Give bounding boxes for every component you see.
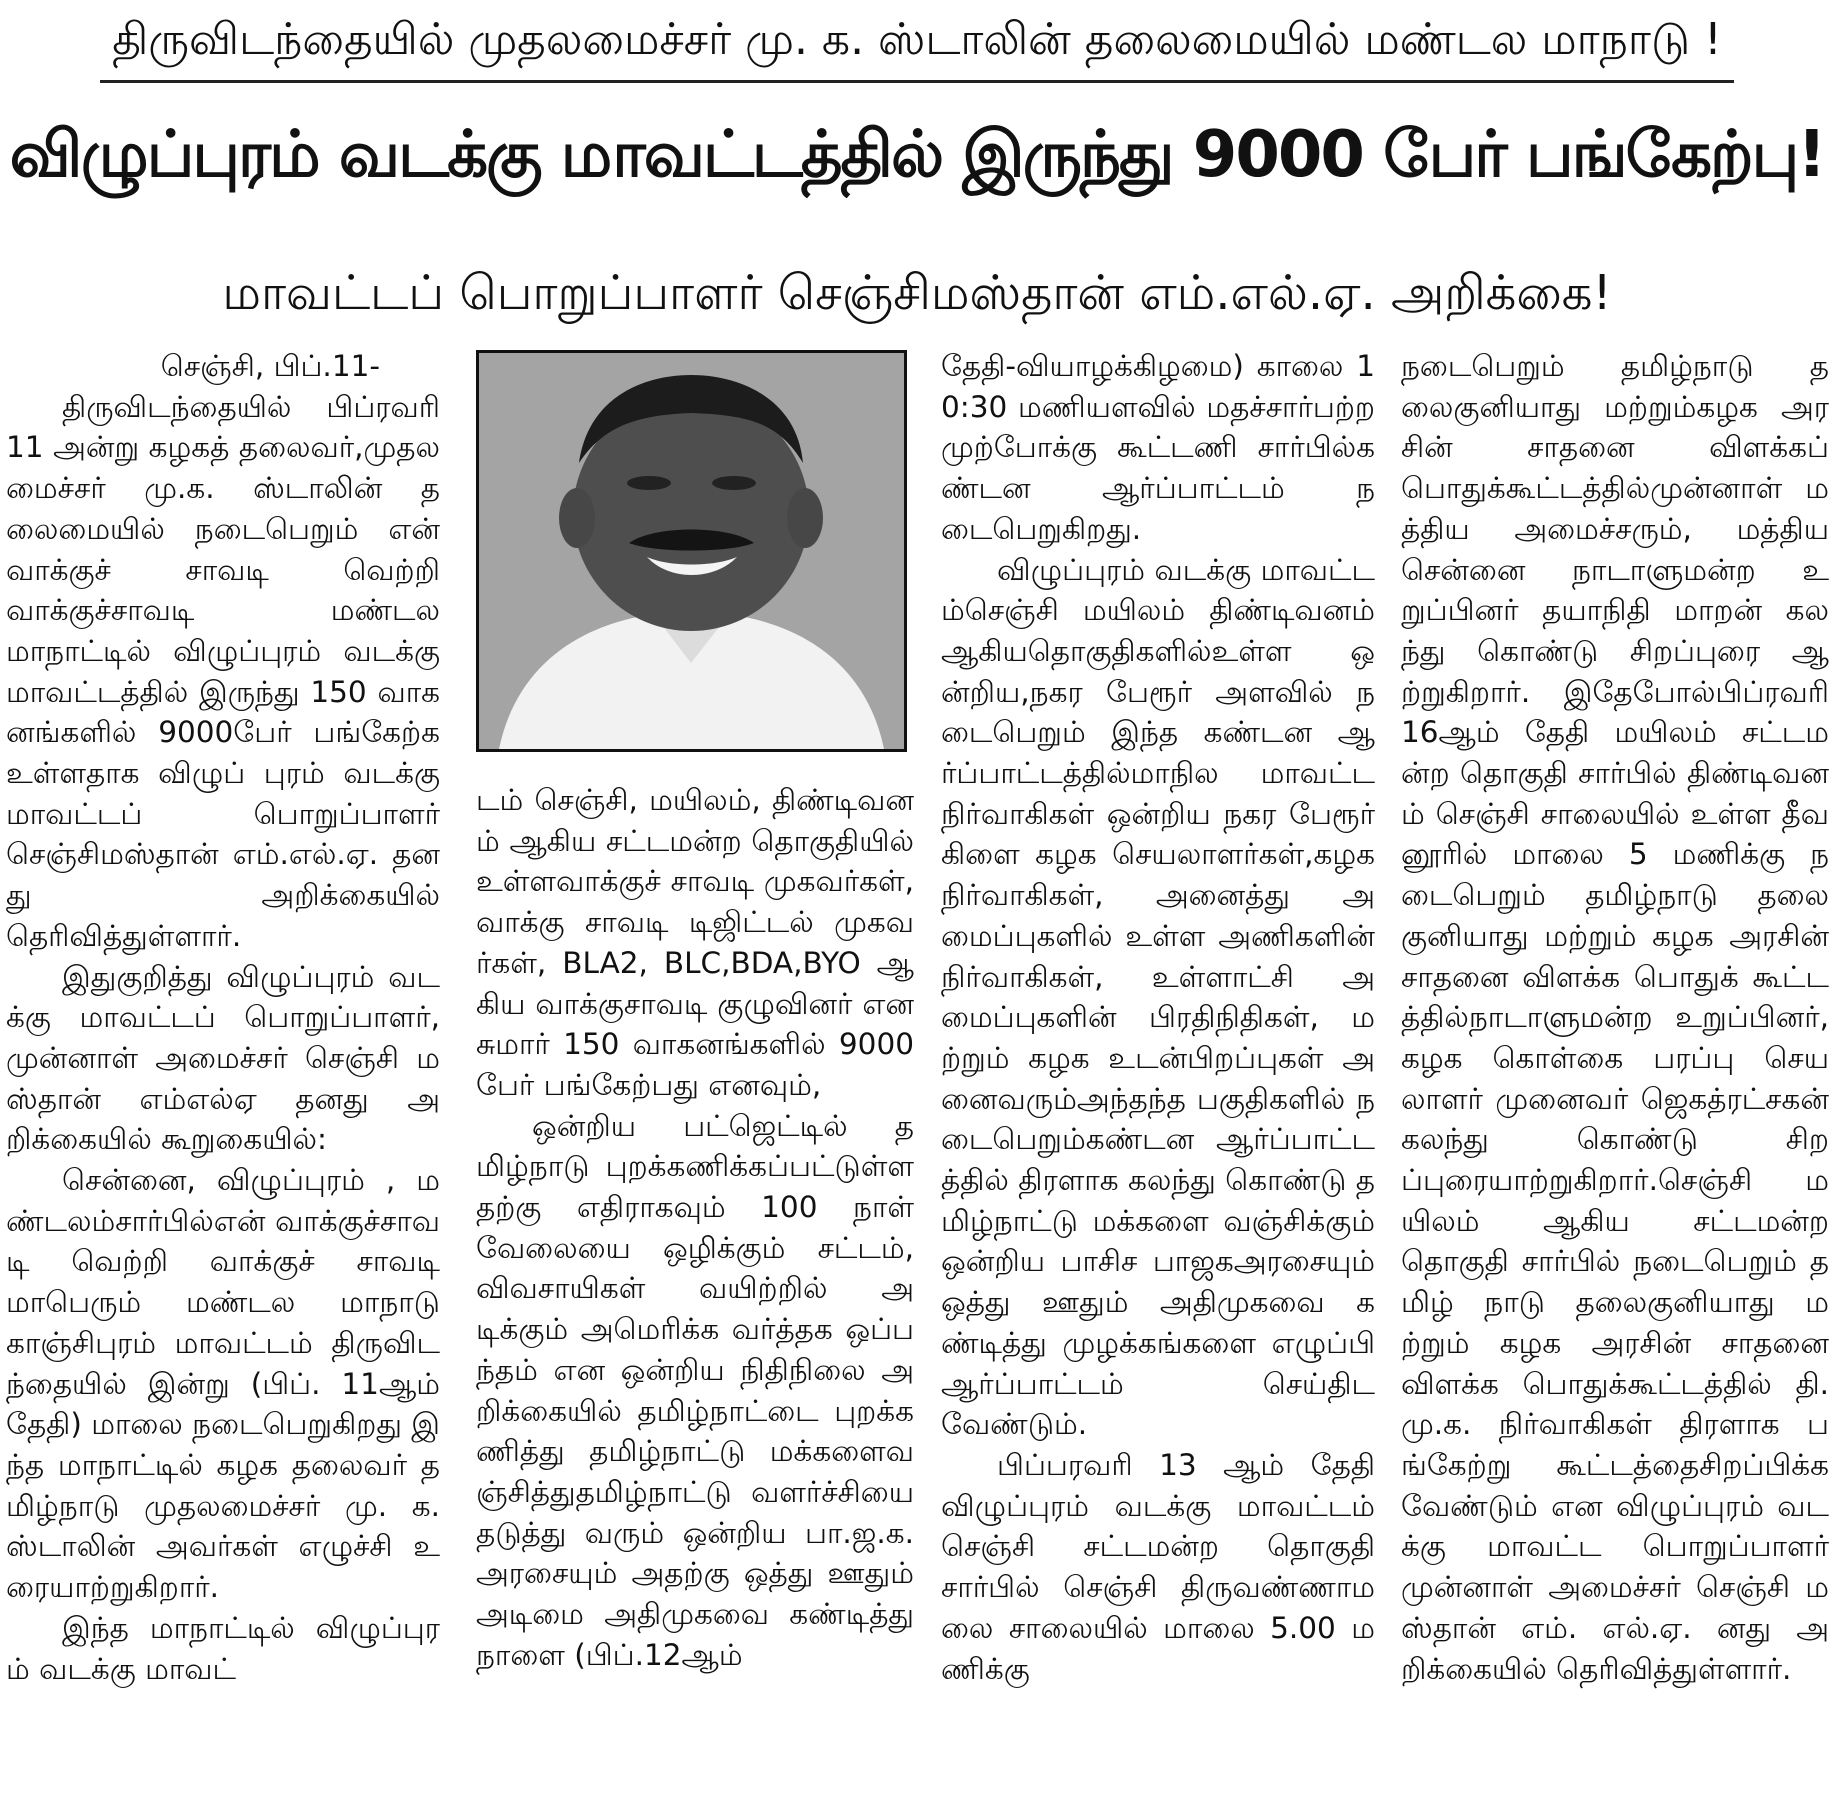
subheadline: மாவட்டப் பொறுப்பாளர் செஞ்சிமஸ்தான் எம்.எல்.ஏ. அறிக்கை! <box>222 265 1612 321</box>
portrait-illustration <box>479 353 904 749</box>
paragraph: தேதி-வியாழக்கிழமை) காலை 10:30 மணியளவில் மதச்சார்பற்ற முற்போக்கு கூட்டணி சார்பில்கண்டன ஆர்ப்பாட்டம் நடைபெறுகிறது. <box>941 349 1375 546</box>
article-column-3 <box>941 346 1375 1798</box>
paragraph: திருவிடந்தையில் பிப்ரவரி 11 அன்று கழகத் தலைவர்,முதலமைச்சர் மு.க. ஸ்டாலின் தலைமையில் நடைபெறும் என் வாக்குச் சாவடி வெற்றி வாக்குச்சாவடி மண்டல மாநாட்டில் விழுப்புரம் வடக்கு மாவட்டத்தில் இருந்து 150 வாகனங்களில் 9000பேர் பங்கேற்க உள்ளதாக விழுப் புரம் வடக்கு மாவட்டப் பொறுப்பாளர் செஞ்சிமஸ்தான் எம்.எல்.ஏ. தனது அறிக்கையில் தெரிவித்துள்ளார். <box>6 389 440 953</box>
paragraph: சென்னை, விழுப்புரம் , மண்டலம்சார்பில்என் வாக்குச்சாவடி வெற்றி வாக்குச் சாவடி மாபெரும் மண்டல மாநாடு காஞ்சிபுரம் மாவட்டம் திருவிடந்தையில் இன்று (பிப். 11ஆம் தேதி) மாலை நடைபெறுகிறது இந்த மாநாட்டில் கழக தலைவர் தமிழ்நாடு முதலமைச்சர் மு. க. ஸ்டாலின் அவர்கள் எழுச்சி உரையாற்றுகிறார். <box>6 1163 440 1605</box>
paragraph: பிப்பரவரி 13 ஆம் தேதி விழுப்புரம் வடக்கு மாவட்டம் செஞ்சி சட்டமன்ற தொகுதி சார்பில் செஞ்சி திருவண்ணாமலை சாலையில் மாலை 5.00 மணிக்கு <box>941 1447 1375 1686</box>
paragraph: விழுப்புரம் வடக்கு மாவட்டம்செஞ்சி மயிலம் திண்டிவனம் ஆகியதொகுதிகளில்உள்ள ஒன்றிய,நகர பேரூர் அளவில் நடைபெறும் இந்த கண்டன ஆர்ப்பாட்டத்தில்மாநில மாவட்ட நிர்வாகிகள் ஒன்றிய நகர பேரூர் கிளை கழக செயலாளர்கள்,கழக நிர்வாகிகள், அனைத்து அமைப்புகளில் உள்ள அணிகளின் நிர்வாகிகள், உள்ளாட்சி அமைப்புகளின் பிரதிநிதிகள், மற்றும் கழக உடன்பிறப்புகள் அனைவரும்அந்தந்த பகுதிகளில் நடைபெறும்கண்டன ஆர்ப்பாட்டத்தில் திரளாக கலந்து கொண்டு தமிழ்நாட்டு மக்களை வஞ்சிக்கும் ஒன்றிய பாசிச பாஜகஅரசையும் ஒத்து ஊதும் அதிமுகவை கண்டித்து முழக்கங்களை எழுப்பி ஆர்ப்பாட்டம் செய்திட வேண்டும். <box>941 552 1375 1442</box>
dateline: செஞ்சி, பிப்.11- <box>160 349 380 383</box>
paragraph: ஒன்றிய பட்ஜெட்டில் தமிழ்நாடு புறக்கணிக்கப்பட்டுள்ளதற்கு எதிராகவும் 100 நாள் வேலையை ஒழிக்கும் சட்டம், விவசாயிகள் வயிற்றில் அடிக்கும் அமெரிக்க வர்த்தக ஒப்பந்தம் என ஒன்றிய நிதிநிலை அறிக்கையில் தமிழ்நாட்டை புறக்கணித்து தமிழ்நாட்டு மக்களைவஞ்சித்துதமிழ்நாட்டு வளர்ச்சியை தடுத்து வரும் ஒன்றிய பா.ஜ.க. அரசையும் அதற்கு ஒத்து ஊதும் அடிமை அதிமுகவை கண்டித்து நாளை (பிப்.12ஆம் <box>476 1108 914 1672</box>
portrait-photo <box>476 350 907 752</box>
main-headline: விழுப்புரம் வடக்கு மாவட்டத்தில் இருந்து 9000 பேர் பங்கேற்பு! <box>9 118 1825 192</box>
paragraph: நடைபெறும் தமிழ்நாடு தலைகுனியாது மற்றும்கழக அரசின் சாதனை விளக்கப் பொதுக்கூட்டத்தில்முன்னாள் மத்திய அமைச்சரும், மத்திய சென்னை நாடாளுமன்ற உறுப்பினர் தயாநிதி மாறன் கலந்து கொண்டு சிறப்புரை ஆற்றுகிறார். இதேபோல்பிப்ரவரி 16ஆம் தேதி மயிலம் சட்டமன்ற தொகுதி சார்பில் திண்டிவனம் செஞ்சி சாலையில் உள்ள தீவனூரில் மாலை 5 மணிக்கு நடைபெறும் தமிழ்நாடு தலை குனியாது மற்றும் கழக அரசின் சாதனை விளக்க பொதுக் கூட்டத்தில்நாடாளுமன்ற உறுப்பினர்,கழக கொள்கை பரப்பு செயலாளர் முனைவர் ஜெகத்ரட்சகன் கலந்து கொண்டு சிறப்புரையாற்றுகிறார்.செஞ்சி மயிலம் ஆகிய சட்டமன்ற தொகுதி சார்பில் நடைபெறும் தமிழ் நாடு தலைகுனியாது மற்றும் கழக அரசின் சாதனை விளக்க பொதுக்கூட்டத்தில் தி.மு.க. நிர்வாகிகள் திரளாக பங்கேற்று கூட்டத்தைசிறப்பிக்க வேண்டும் என விழுப்புரம் வடக்கு மாவட்ட பொறுப்பாளர் முன்னாள் அமைச்சர் செஞ்சி மஸ்தான் எம். எல்.ஏ. னது அறிக்கையில் தெரிவித்துள்ளார். <box>1401 349 1829 1686</box>
article-column-2 <box>476 780 914 1798</box>
paragraph: இந்த மாநாட்டில் விழுப்புரம் வடக்கு மாவட் <box>6 1610 440 1686</box>
paragraph: இதுகுறித்து விழுப்புரம் வடக்கு மாவட்டப் பொறுப்பாளர்,முன்னாள் அமைச்சர் செஞ்சி மஸ்தான் எம்எல்ஏ தனது அறிக்கையில் கூறுகையில்: <box>6 959 440 1157</box>
kicker-headline: திருவிடந்தையில் முதலமைச்சர் மு. க. ஸ்டாலின் தலைமையில் மண்டல மாநாடு ! <box>112 14 1722 65</box>
kicker-rule <box>100 80 1734 83</box>
article-column-4 <box>1401 346 1829 1798</box>
paragraph: டம் செஞ்சி, மயிலம், திண்டிவனம் ஆகிய சட்டமன்ற தொகுதியில் உள்ளவாக்குச் சாவடி முகவர்கள்,வாக்கு சாவடி டிஜிட்டல் முகவர்கள், BLA2, BLC,BDA,BYO ஆகிய வாக்குசாவடி குழுவினர் என சுமார் 150 வாகனங்களில் 9000 பேர் பங்கேற்பது எனவும், <box>476 783 914 1102</box>
article-column-1 <box>6 346 440 1798</box>
